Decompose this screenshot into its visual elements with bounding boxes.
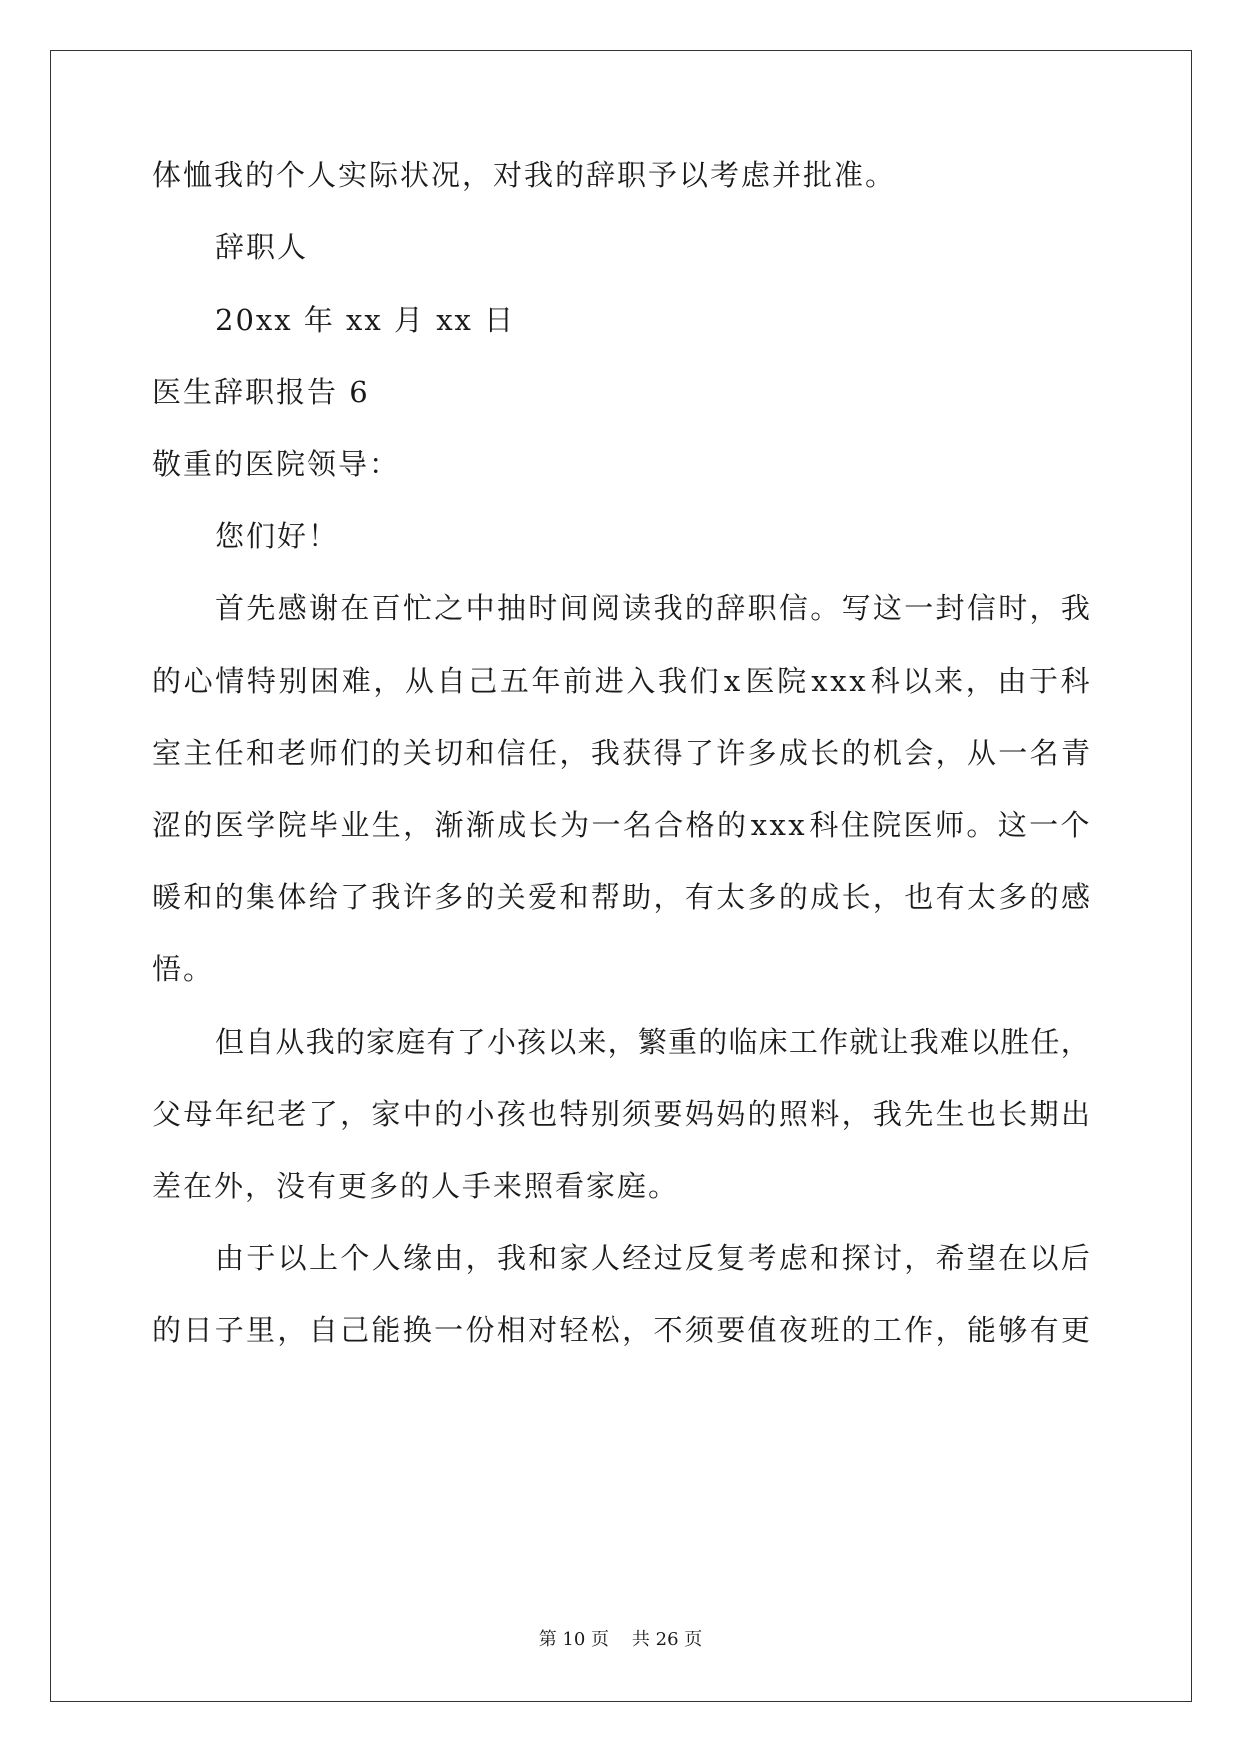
- page-footer: 第 10 页 共 26 页: [538, 1629, 703, 1650]
- paragraph-line: 的 日 子 里 ， 自 己 能 换 一 份 相 对 轻 松 ， 不 须 要 值 夜 班 的 工 作 ， 能 够 有 更: [152, 1313, 1090, 1347]
- signer-label: 辞职人: [215, 230, 309, 264]
- paragraph-line: 首 先 感 谢 在 百 忙 之 中 抽 时 间 阅 读 我 的 辞 职 信 。 写 这 一 封 信 时 ， 我: [215, 591, 1090, 625]
- paragraph-line: 悟。: [152, 952, 215, 986]
- page-border: [50, 50, 1192, 1702]
- paragraph-line: 差在外，没有更多的人手来照看家庭。: [152, 1169, 680, 1203]
- salutation: 敬重的医院领导：: [152, 447, 401, 481]
- paragraph-line: 涩 的 医 学 院 毕 业 生 ， 渐 渐 成 长 为 一 名 合 格 的 x x x 科 住 院 医 师 。 这 一 个: [152, 808, 1090, 842]
- paragraph-line: 但 自 从 我 的 家 庭 有 了 小 孩 以 来 ， 繁 重 的 临 床 工 作 就 让 我 难 以 胜 任 ，: [215, 1025, 1090, 1059]
- paragraph-line: 由 于 以 上 个 人 缘 由 ， 我 和 家 人 经 过 反 复 考 虑 和 探 讨 ， 希 望 在 以 后: [215, 1241, 1090, 1275]
- greeting: 您们好！: [215, 519, 340, 553]
- paragraph-line: 父 母 年 纪 老 了 ， 家 中 的 小 孩 也 特 别 须 要 妈 妈 的 照 料 ， 我 先 生 也 长 期 出: [152, 1097, 1090, 1131]
- date-line: 20xx 年 xx 月 xx 日: [215, 303, 516, 337]
- paragraph-line: 室 主 任 和 老 师 们 的 关 切 和 信 任 ， 我 获 得 了 许 多 成 长 的 机 会 ， 从 一 名 青: [152, 736, 1090, 770]
- text-line-1: 体恤我的个人实际状况，对我的辞职予以考虑并批准。: [152, 158, 897, 192]
- paragraph-line: 暖 和 的 集 体 给 了 我 许 多 的 关 爱 和 帮 助 ， 有 太 多 的 成 长 ， 也 有 太 多 的 感: [152, 880, 1090, 914]
- section-title: 医生辞职报告 6: [152, 375, 370, 409]
- paragraph-line: 的 心 情 特 别 困 难 ， 从 自 己 五 年 前 进 入 我 们 x 医 院 x x x 科 以 来 ， 由 于 科: [152, 664, 1090, 698]
